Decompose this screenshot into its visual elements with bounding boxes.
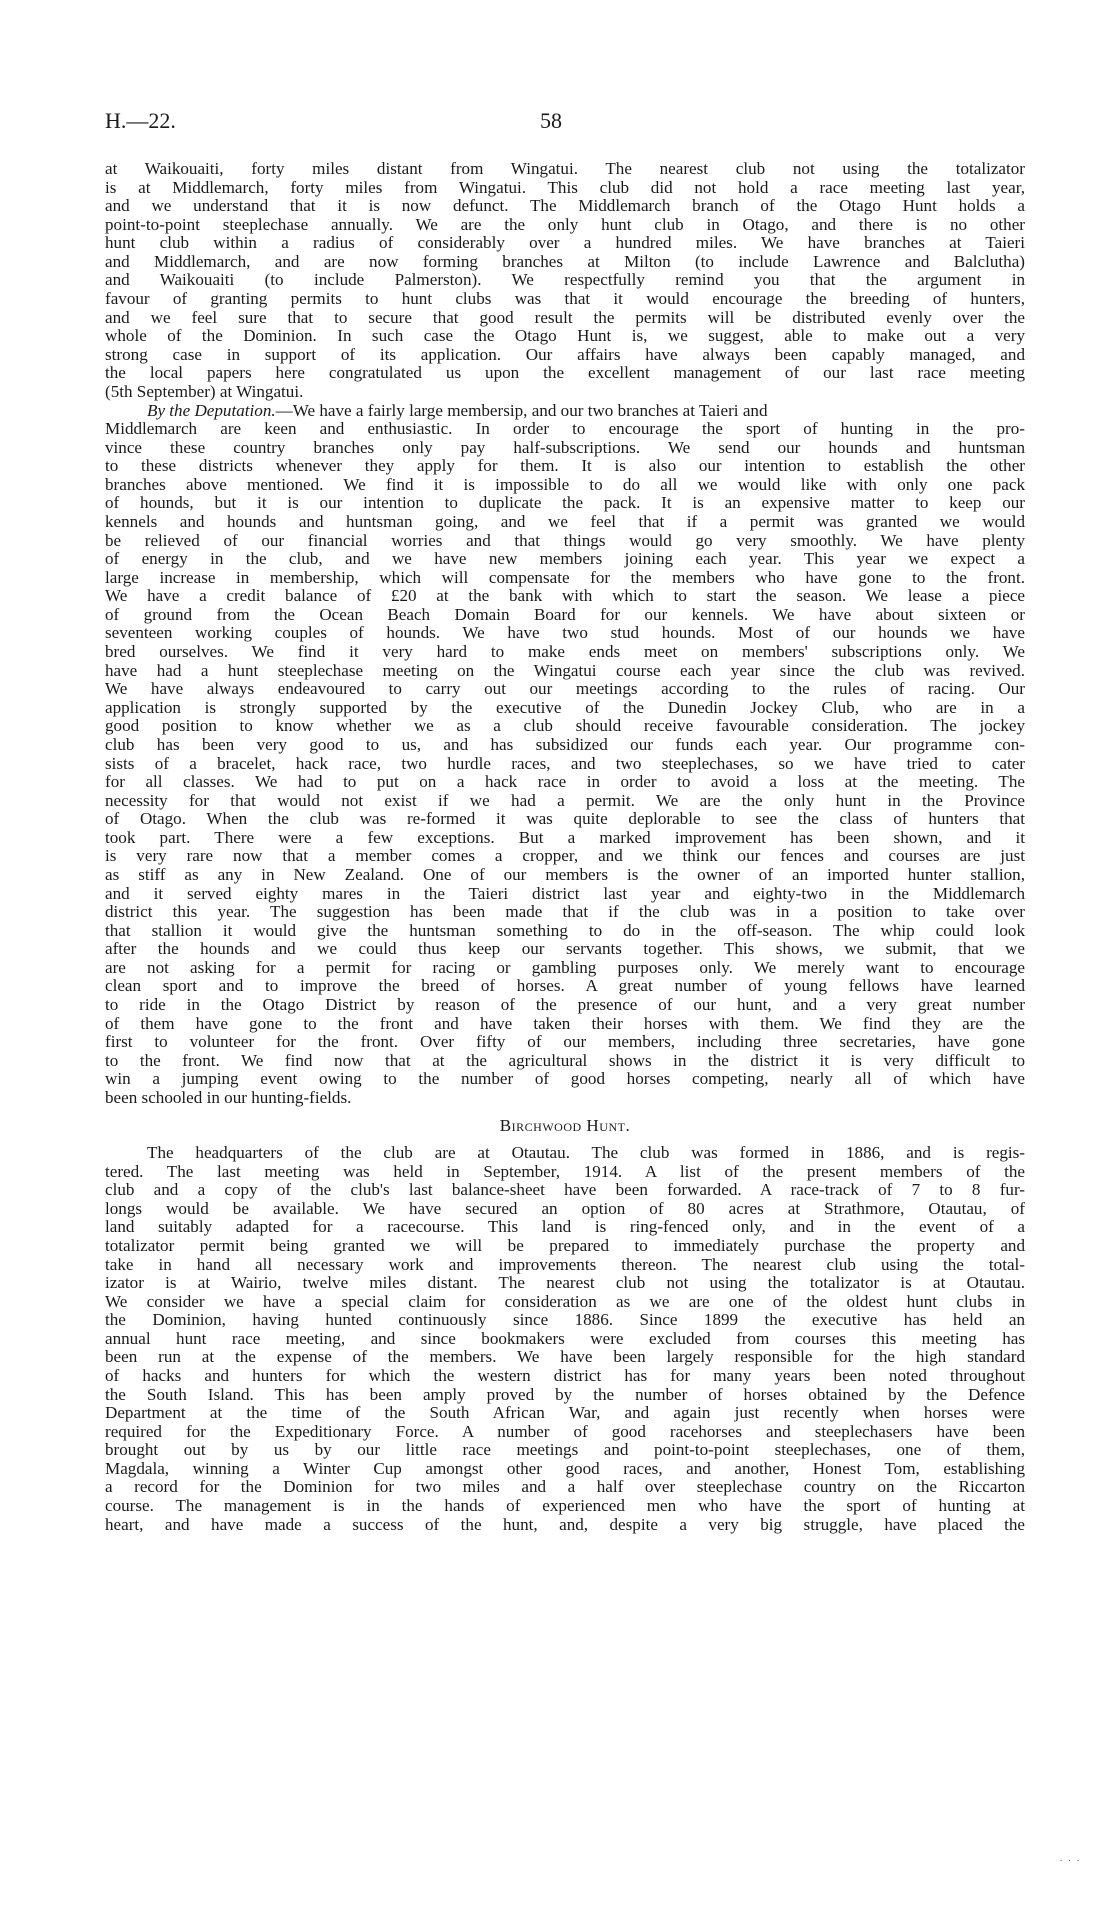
text-line: a record for the Dominion for two miles and a half over steeplechase country on the Riccarton bbox=[105, 1477, 1025, 1497]
text-line: heart, and have made a success of the hunt, and, despite a very big struggle, have placed the bbox=[105, 1514, 1025, 1534]
text-line: be relieved of our financial worries and that things would go very smoothly. We have plenty bbox=[105, 530, 1025, 550]
text-line: is very rare now that a member comes a cropper, and we think our fences and courses are just bbox=[105, 846, 1025, 866]
document-code: H.—22. bbox=[105, 108, 176, 133]
text-line: Middlemarch are keen and enthusiastic. In order to encourage the sport of hunting in the pro- bbox=[105, 419, 1025, 439]
text-line: (5th September) at Wingatui. bbox=[105, 381, 304, 401]
paragraph-otago-hunt-continuation bbox=[105, 160, 1025, 402]
text-line: whole of the Dominion. In such case the Otago Hunt is, we suggest, able to make out a very bbox=[105, 326, 1025, 346]
text-line: of ground from the Ocean Beach Domain Board for our kennels. We have about sixteen or bbox=[105, 604, 1025, 624]
body-text bbox=[105, 160, 1025, 1534]
text-line: at Waikouaiti, forty miles distant from Wingatui. The nearest club not using the totalizator bbox=[105, 159, 1025, 178]
text-line: bred ourselves. We find it very hard to make ends meet on members' subscriptions only. We bbox=[105, 642, 1025, 662]
text-line: is at Middlemarch, forty miles from Wingatui. This club did not hold a race meeting last year, bbox=[105, 177, 1025, 197]
text-line: for all classes. We had to put on a hack race in order to avoid a loss at the meeting. The bbox=[105, 772, 1025, 792]
text-line: brought out by us by our little race meetings and point-to-point steeplechases, one of them, bbox=[105, 1440, 1025, 1460]
text-line: been schooled in our hunting-fields. bbox=[105, 1087, 352, 1107]
deputation-label: By the Deputation. bbox=[147, 400, 276, 420]
text-line: required for the Expeditionary Force. A number of good racehorses and steeplechasers have been bbox=[105, 1421, 1025, 1441]
paragraph-birchwood-hunt bbox=[105, 1144, 1025, 1534]
text-line: point-to-point steeplechase annually. We are the only hunt club in Otago, and there is no other bbox=[105, 214, 1025, 234]
text-line: the South Island. This has been amply proved by the number of horses obtained by the Defence bbox=[105, 1384, 1025, 1404]
text-line: to ride in the Otago District by reason of the presence of our hunt, and a very great number bbox=[105, 995, 1025, 1015]
text-line: tered. The last meeting was held in September, 1914. A list of the present members of the bbox=[105, 1161, 1025, 1181]
text-line: necessity for that would not exist if we had a permit. We are the only hunt in the Province bbox=[105, 790, 1025, 810]
text-line: seventeen working couples of hounds. We have two stud hounds. Most of our hounds we have bbox=[105, 623, 1025, 643]
page-header bbox=[105, 108, 1025, 138]
paragraph-deputation bbox=[105, 402, 1025, 1108]
text-line: clean sport and to improve the breed of horses. A great number of young fellows have learned bbox=[105, 976, 1025, 996]
text-line: course. The management is in the hands of experienced men who have the sport of hunting at bbox=[105, 1496, 1025, 1516]
text-line: the local papers here congratulated us upon the excellent management of our last race meeting bbox=[105, 363, 1025, 383]
text-line: strong case in support of its application. Our affairs have always been capably managed, and bbox=[105, 344, 1025, 364]
text-line: of hacks and hunters for which the western district has for many years been noted throughout bbox=[105, 1366, 1025, 1385]
text-line: the Dominion, having hunted continuously since 1886. Since 1899 the executive has held an bbox=[105, 1310, 1025, 1330]
text-line: and it served eighty mares in the Taieri district last year and eighty-two in the Middlemarch bbox=[105, 883, 1025, 903]
text-line: izator is at Wairio, twelve miles distant. The nearest club not using the totalizator is at Otautau. bbox=[105, 1273, 1025, 1293]
text-line: win a jumping event owing to the number of good horses competing, nearly all of which have bbox=[105, 1069, 1025, 1089]
text-line: and Waikouaiti (to include Palmerston). We respectfully remind you that the argument in bbox=[105, 270, 1025, 290]
text-line: took part. There were a few exceptions. But a marked improvement has been shown, and it bbox=[105, 827, 1025, 847]
text-line: sists of a bracelet, hack race, two hurdle races, and two steeplechases, so we have tried to cater bbox=[105, 753, 1025, 773]
text-line: that stallion it would give the huntsman something to do in the off-season. The whip could look bbox=[105, 920, 1025, 940]
text-line: vince these country branches only pay half-subscriptions. We send our hounds and huntsman bbox=[105, 437, 1025, 457]
text-line: We have a credit balance of £20 at the bank with which to start the season. We lease a piece bbox=[105, 586, 1025, 606]
text-line: of them have gone to the front and have taken their horses with them. We find they are the bbox=[105, 1013, 1025, 1033]
text-line: We have always endeavoured to carry out our meetings according to the rules of racing. Our bbox=[105, 679, 1025, 699]
text-line: land suitably adapted for a racecourse. This land is ring-fenced only, and in the event of a bbox=[105, 1217, 1025, 1237]
text-line: Department at the time of the South African War, and again just recently when horses were bbox=[105, 1403, 1025, 1423]
page-corner-marks: . . . bbox=[1060, 1853, 1082, 1863]
text-line: kennels and hounds and huntsman going, and we feel that if a permit was granted we would bbox=[105, 511, 1025, 531]
text-line: club and a copy of the club's last balance-sheet have been forwarded. A race-track of 7 to 8 fur- bbox=[105, 1180, 1025, 1200]
deputation-first-text: —We have a fairly large membersip, and our two branches at Taieri and bbox=[275, 400, 768, 420]
text-line: and Middlemarch, and are now forming branches at Milton (to include Lawrence and Balclutha) bbox=[105, 251, 1025, 271]
section-heading-birchwood-hunt: Birchwood Hunt. bbox=[499, 1116, 631, 1136]
text-line: as stiff as any in New Zealand. One of our members is the owner of an imported hunter stallion, bbox=[105, 864, 1025, 884]
text-line: favour of granting permits to hunt clubs was that it would encourage the breeding of hunters, bbox=[105, 289, 1025, 309]
text-line: been run at the expense of the members. We have been largely responsible for the high standard bbox=[105, 1347, 1025, 1367]
text-line: large increase in membership, which will compensate for the members who have gone to the front. bbox=[105, 567, 1025, 587]
text-line: hunt club within a radius of considerably over a hundred miles. We have branches at Taieri bbox=[105, 233, 1025, 253]
text-line: of energy in the club, and we have new members joining each year. This year we expect a bbox=[105, 549, 1025, 569]
text-line: of Otago. When the club was re-formed it was quite deplorable to see the class of hunters that bbox=[105, 809, 1025, 829]
text-line: to the front. We find now that at the agricultural shows in the district it is very difficult to bbox=[105, 1050, 1025, 1070]
text-line: The headquarters of the club are at Otautau. The club was formed in 1886, and is regis- bbox=[147, 1143, 1025, 1163]
text-line: of hounds, but it is our intention to duplicate the pack. It is an expensive matter to keep our bbox=[105, 493, 1025, 513]
text-line: totalizator permit being granted we will be prepared to immediately purchase the property and bbox=[105, 1235, 1025, 1255]
text-line: first to volunteer for the front. Over fifty of our members, including three secretaries, have gone bbox=[105, 1032, 1025, 1052]
text-line: to these districts whenever they apply for them. It is also our intention to establish the other bbox=[105, 456, 1025, 476]
text-line: Magdala, winning a Winter Cup amongst other good races, and another, Honest Tom, establishing bbox=[105, 1458, 1025, 1478]
text-line: after the hounds and we could thus keep our servants together. This shows, we submit, that we bbox=[105, 939, 1025, 959]
text-line: are not asking for a permit for racing or gambling purposes only. We merely want to encourage bbox=[105, 957, 1025, 977]
text-line: club has been very good to us, and has subsidized our funds each year. Our programme con- bbox=[105, 734, 1025, 754]
text-line: good position to know whether we as a club should receive favourable consideration. The jockey bbox=[105, 716, 1025, 736]
text-line: application is strongly supported by the executive of the Dunedin Jockey Club, who are in a bbox=[105, 697, 1025, 717]
text-line: annual hunt race meeting, and since bookmakers were excluded from courses this meeting has bbox=[105, 1328, 1025, 1348]
page-number: 58 bbox=[540, 108, 562, 133]
text-line: longs would be available. We have secured an option of 80 acres at Strathmore, Otautau, of bbox=[105, 1198, 1025, 1218]
deputation-first-line bbox=[105, 402, 1025, 421]
text-line: We consider we have a special claim for consideration as we are one of the oldest hunt clubs in bbox=[105, 1291, 1025, 1311]
text-line: and we feel sure that to secure that good result the permits will be distributed evenly over the bbox=[105, 307, 1025, 327]
text-line: have had a hunt steeplechase meeting on the Wingatui course each year since the club was revived. bbox=[105, 660, 1025, 680]
text-line: take in hand all necessary work and improvements thereon. The nearest club using the total- bbox=[105, 1254, 1025, 1274]
text-line: branches above mentioned. We find it is impossible to do all we would like with only one pack bbox=[105, 474, 1025, 494]
text-line: and we understand that it is now defunct. The Middlemarch branch of the Otago Hunt holds a bbox=[105, 196, 1025, 216]
text-line: district this year. The suggestion has been made that if the club was in a position to take over bbox=[105, 902, 1025, 922]
